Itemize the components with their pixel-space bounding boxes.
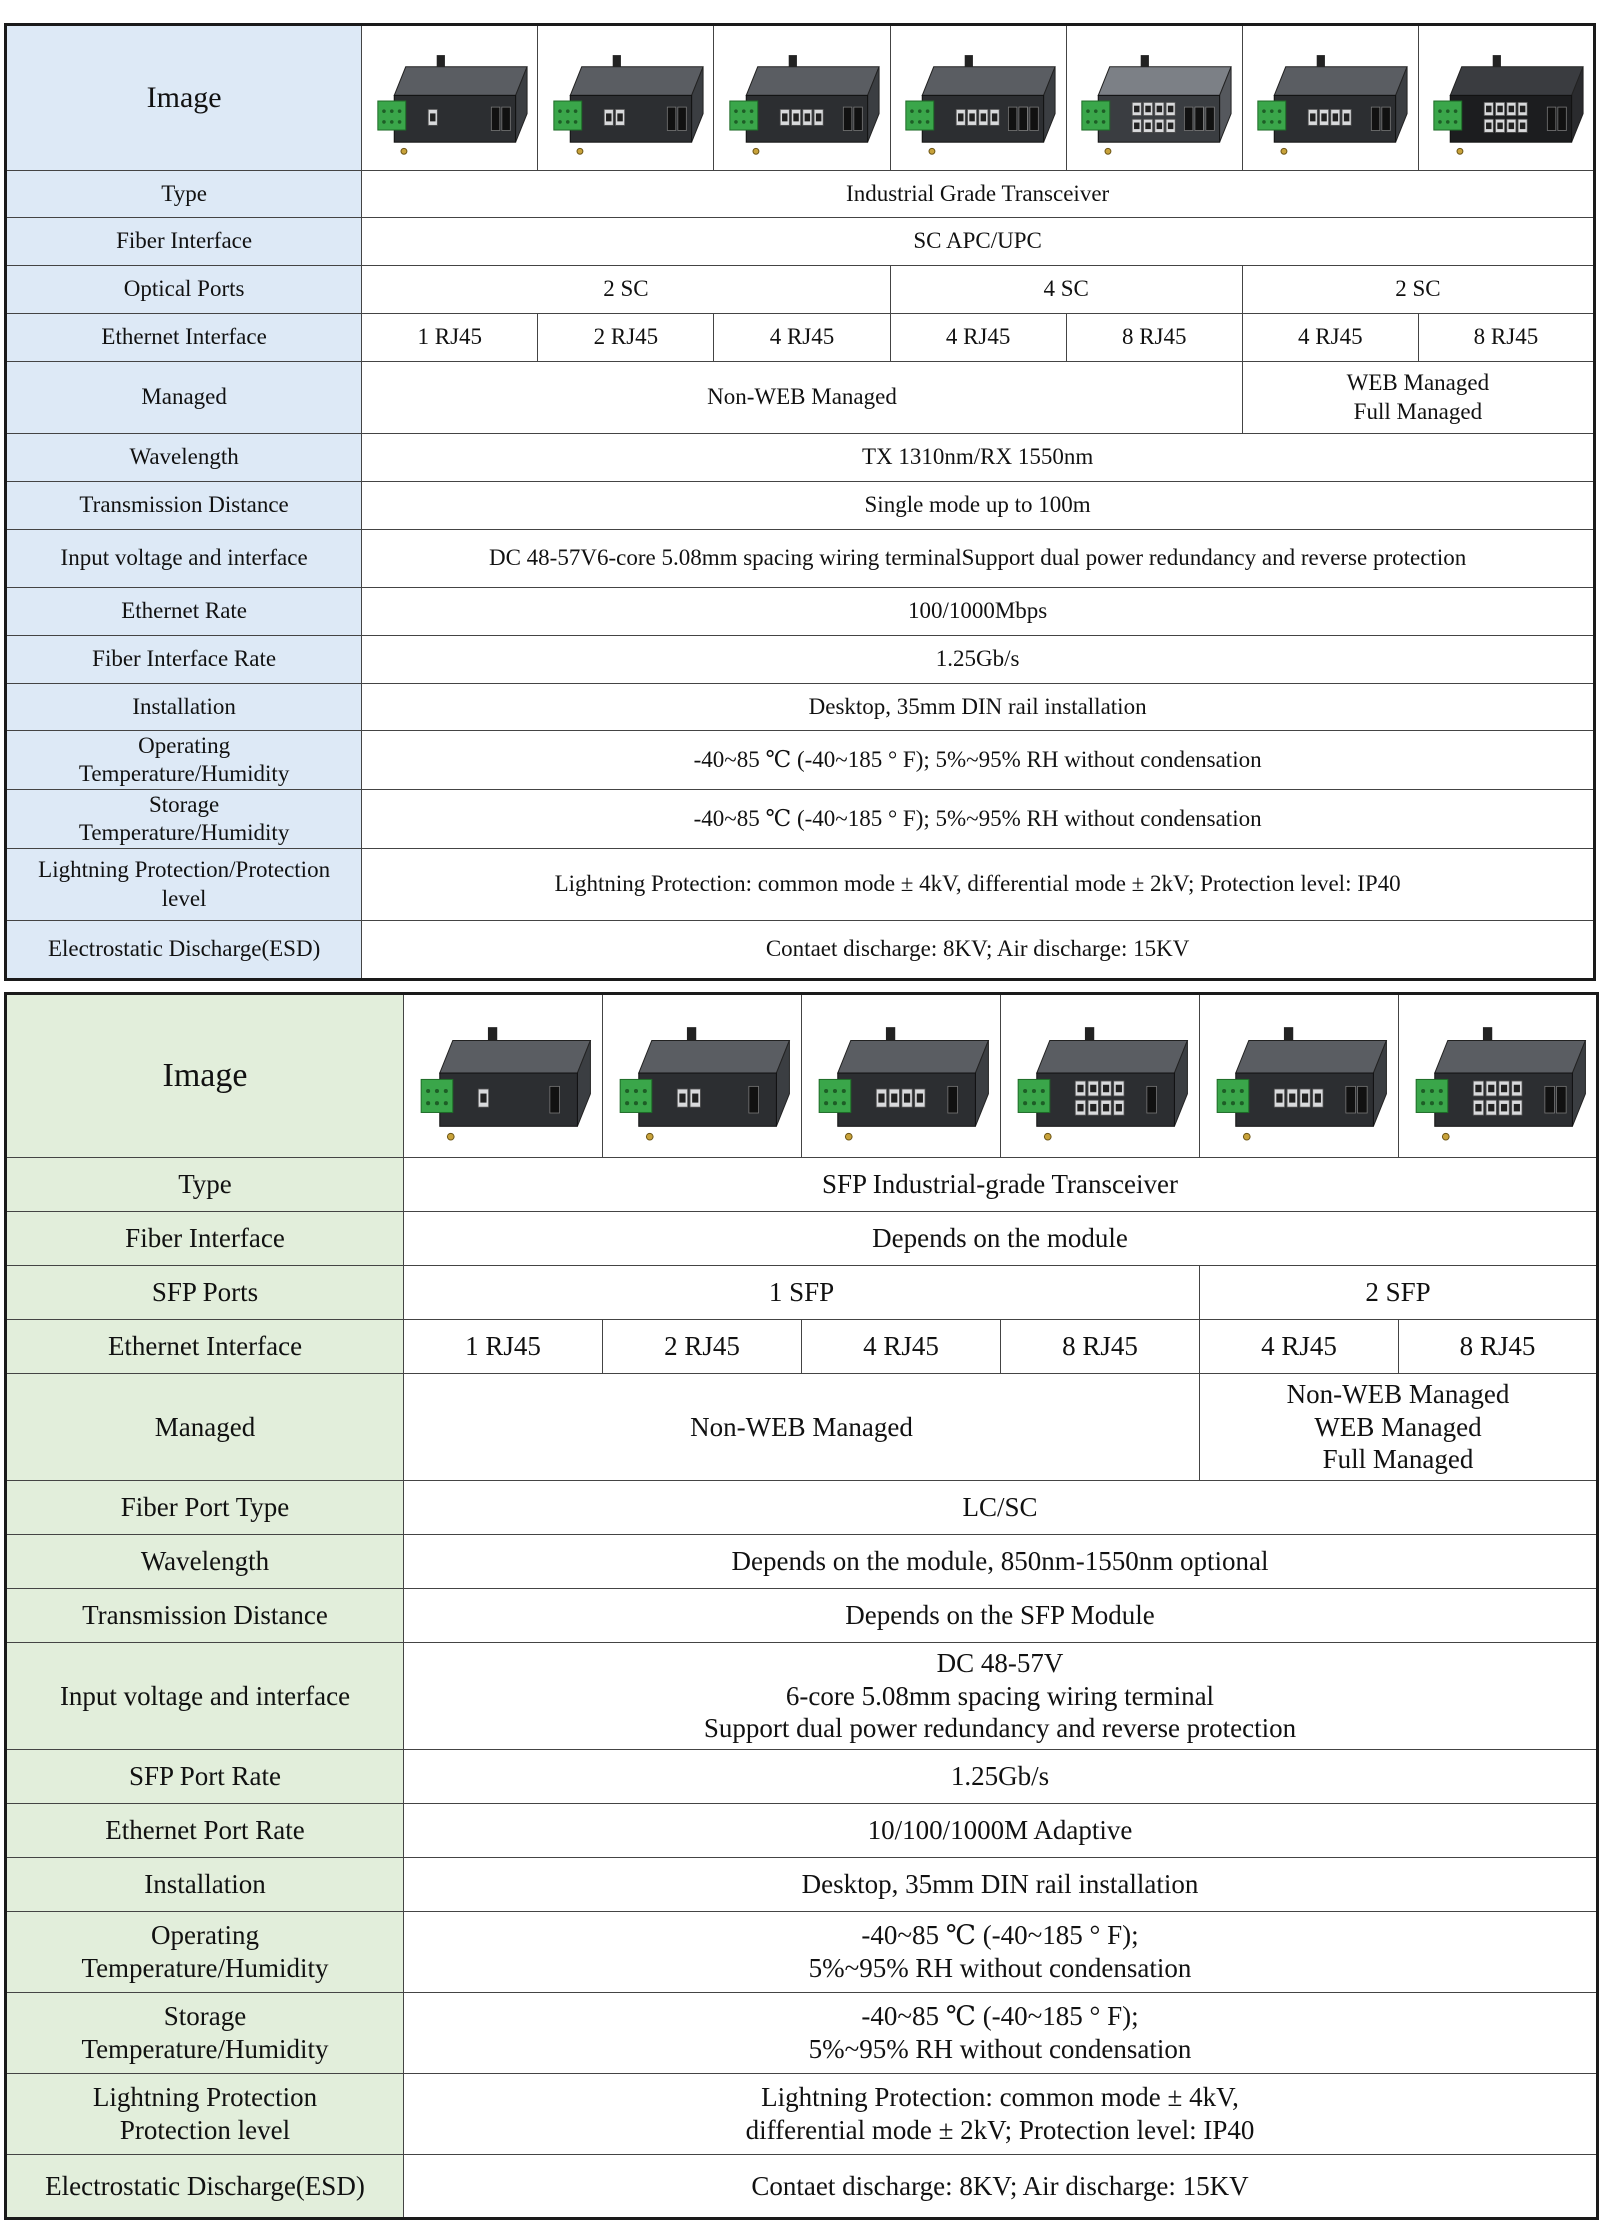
product-image-cell — [404, 994, 603, 1158]
ethernet-interface-row — [6, 314, 1595, 362]
transceiver-1rj45-2sc-icon — [368, 33, 532, 163]
ethernet-interface-value: 8 RJ45 — [1399, 1320, 1598, 1374]
product-image-cell — [1001, 994, 1200, 1158]
ethernet-interface-label: Ethernet Interface — [6, 314, 362, 362]
storage-temp-value: -40~85 ℃ (-40~185 ° F); 5%~95% RH without condensation — [404, 1993, 1598, 2074]
ethernet-interface-value: 1 RJ45 — [404, 1320, 603, 1374]
fiber-interface-value: SC APC/UPC — [362, 218, 1595, 266]
fiber-interface-row — [6, 218, 1595, 266]
optical-ports-value: 4 SC — [890, 266, 1242, 314]
esd-label: Electrostatic Discharge(ESD) — [6, 2155, 404, 2219]
ethernet-rate-label: Ethernet Rate — [6, 588, 362, 636]
ethernet-interface-value: 8 RJ45 — [1001, 1320, 1200, 1374]
sfp-ports-value: 1 SFP — [404, 1266, 1200, 1320]
installation-row — [6, 1858, 1598, 1912]
image-label: Image — [6, 25, 362, 171]
sfp-transceiver-2rj45-icon — [609, 1002, 795, 1150]
ethernet-interface-value: 4 RJ45 — [1200, 1320, 1399, 1374]
product-image-cell — [362, 25, 538, 171]
distance-label: Transmission Distance — [6, 1589, 404, 1643]
image-row — [6, 994, 1598, 1158]
ethernet-interface-label: Ethernet Interface — [6, 1320, 404, 1374]
storage-temp-label: Storage Temperature/Humidity — [6, 790, 362, 849]
fiber-rate-label: Fiber Interface Rate — [6, 636, 362, 684]
product-image-cell — [890, 25, 1066, 171]
installation-label: Installation — [6, 684, 362, 731]
type-row — [6, 1158, 1598, 1212]
image-label: Image — [6, 994, 404, 1158]
lightning-label: Lightning Protection/Protection level — [6, 849, 362, 921]
input-voltage-value: DC 48-57V 6-core 5.08mm spacing wiring terminal Support dual power redundancy and reverse protection — [404, 1643, 1598, 1750]
ethernet-rate-label: Ethernet Port Rate — [6, 1804, 404, 1858]
sfp-transceiver-1rj45-icon — [410, 1002, 596, 1150]
ethernet-interface-value: 1 RJ45 — [362, 314, 538, 362]
distance-row — [6, 1589, 1598, 1643]
ethernet-interface-value: 8 RJ45 — [1066, 314, 1242, 362]
product-image-cell — [1242, 25, 1418, 171]
fiber-port-type-row — [6, 1481, 1598, 1535]
esd-label: Electrostatic Discharge(ESD) — [6, 921, 362, 980]
lightning-value: Lightning Protection: common mode ± 4kV, differential mode ± 2kV; Protection level: IP40 — [404, 2074, 1598, 2155]
wavelength-label: Wavelength — [6, 434, 362, 482]
fiber-rate-value: 1.25Gb/s — [362, 636, 1595, 684]
sfp-rate-row — [6, 1750, 1598, 1804]
distance-value: Single mode up to 100m — [362, 482, 1595, 530]
wavelength-value: Depends on the module, 850nm-1550nm optional — [404, 1535, 1598, 1589]
ethernet-interface-value: 4 RJ45 — [1242, 314, 1418, 362]
wavelength-label: Wavelength — [6, 1535, 404, 1589]
transceiver-2rj45-2sc-icon — [544, 33, 708, 163]
optical-ports-row — [6, 266, 1595, 314]
distance-row — [6, 482, 1595, 530]
managed-value: Non-WEB Managed — [404, 1374, 1200, 1481]
product-image-cell — [603, 994, 802, 1158]
sfp-transceiver-8rj45-icon — [1007, 1002, 1193, 1150]
fiber-interface-row — [6, 1212, 1598, 1266]
installation-label: Installation — [6, 1858, 404, 1912]
transceiver-4rj45-2sc-icon — [720, 33, 884, 163]
transceiver-8rj45-4sc-icon — [1072, 33, 1236, 163]
lightning-row — [6, 2074, 1598, 2155]
sfp-transceiver-spec-table — [4, 992, 1599, 2220]
fiber-rate-row — [6, 636, 1595, 684]
ethernet-interface-value: 4 RJ45 — [890, 314, 1066, 362]
esd-value: Contaet discharge: 8KV; Air discharge: 15KV — [362, 921, 1595, 980]
operating-temp-label: Operating Temperature/Humidity — [6, 731, 362, 790]
industrial-transceiver-spec-table — [4, 23, 1596, 981]
input-voltage-row — [6, 1643, 1598, 1750]
wavelength-value: TX 1310nm/RX 1550nm — [362, 434, 1595, 482]
ethernet-interface-value: 4 RJ45 — [714, 314, 890, 362]
sfp-ports-row — [6, 1266, 1598, 1320]
type-row — [6, 171, 1595, 218]
transceiver-8rj45-2sc-managed-icon — [1424, 33, 1588, 163]
transceiver-4rj45-4sc-icon — [896, 33, 1060, 163]
sfp-ports-label: SFP Ports — [6, 1266, 404, 1320]
operating-temp-value: -40~85 ℃ (-40~185 ° F); 5%~95% RH without condensation — [362, 731, 1595, 790]
ethernet-interface-value: 2 RJ45 — [538, 314, 714, 362]
lightning-label: Lightning Protection Protection level — [6, 2074, 404, 2155]
fiber-port-type-label: Fiber Port Type — [6, 1481, 404, 1535]
storage-temp-row — [6, 790, 1595, 849]
storage-temp-label: Storage Temperature/Humidity — [6, 1993, 404, 2074]
ethernet-interface-value: 8 RJ45 — [1418, 314, 1594, 362]
sfp-rate-value: 1.25Gb/s — [404, 1750, 1598, 1804]
esd-row — [6, 921, 1595, 980]
sfp-transceiver-4rj45-icon — [808, 1002, 994, 1150]
product-image-cell — [1399, 994, 1598, 1158]
input-voltage-label: Input voltage and interface — [6, 530, 362, 588]
managed-value: Non-WEB Managed WEB Managed Full Managed — [1200, 1374, 1598, 1481]
storage-temp-value: -40~85 ℃ (-40~185 ° F); 5%~95% RH without condensation — [362, 790, 1595, 849]
distance-value: Depends on the SFP Module — [404, 1589, 1598, 1643]
operating-temp-label: Operating Temperature/Humidity — [6, 1912, 404, 1993]
storage-temp-row — [6, 1993, 1598, 2074]
wavelength-row — [6, 434, 1595, 482]
installation-value: Desktop, 35mm DIN rail installation — [404, 1858, 1598, 1912]
fiber-port-type-value: LC/SC — [404, 1481, 1598, 1535]
managed-value: Non-WEB Managed — [362, 362, 1243, 434]
optical-ports-value: 2 SC — [362, 266, 890, 314]
transceiver-4rj45-2sc-managed-icon — [1248, 33, 1412, 163]
type-label: Type — [6, 1158, 404, 1212]
input-voltage-row — [6, 530, 1595, 588]
ethernet-interface-value: 4 RJ45 — [802, 1320, 1001, 1374]
type-value: SFP Industrial-grade Transceiver — [404, 1158, 1598, 1212]
ethernet-interface-value: 2 RJ45 — [603, 1320, 802, 1374]
sfp-ports-value: 2 SFP — [1200, 1266, 1598, 1320]
sfp-rate-label: SFP Port Rate — [6, 1750, 404, 1804]
product-image-cell — [1066, 25, 1242, 171]
managed-label: Managed — [6, 362, 362, 434]
lightning-value: Lightning Protection: common mode ± 4kV, differential mode ± 2kV; Protection level: IP40 — [362, 849, 1595, 921]
product-image-cell — [714, 25, 890, 171]
product-image-cell — [538, 25, 714, 171]
product-image-cell — [1200, 994, 1399, 1158]
managed-value: WEB Managed Full Managed — [1242, 362, 1594, 434]
type-value: Industrial Grade Transceiver — [362, 171, 1595, 218]
installation-row — [6, 684, 1595, 731]
fiber-interface-label: Fiber Interface — [6, 218, 362, 266]
installation-value: Desktop, 35mm DIN rail installation — [362, 684, 1595, 731]
sfp-transceiver-8rj45-2sfp-icon — [1405, 1002, 1591, 1150]
operating-temp-value: -40~85 ℃ (-40~185 ° F); 5%~95% RH without condensation — [404, 1912, 1598, 1993]
esd-row — [6, 2155, 1598, 2219]
optical-ports-label: Optical Ports — [6, 266, 362, 314]
type-label: Type — [6, 171, 362, 218]
managed-label: Managed — [6, 1374, 404, 1481]
managed-row — [6, 362, 1595, 434]
ethernet-rate-row — [6, 588, 1595, 636]
managed-row — [6, 1374, 1598, 1481]
fiber-interface-value: Depends on the module — [404, 1212, 1598, 1266]
ethernet-interface-row — [6, 1320, 1598, 1374]
fiber-interface-label: Fiber Interface — [6, 1212, 404, 1266]
distance-label: Transmission Distance — [6, 482, 362, 530]
ethernet-rate-value: 10/100/1000M Adaptive — [404, 1804, 1598, 1858]
product-image-cell — [1418, 25, 1594, 171]
ethernet-rate-value: 100/1000Mbps — [362, 588, 1595, 636]
ethernet-rate-row — [6, 1804, 1598, 1858]
input-voltage-value: DC 48-57V6-core 5.08mm spacing wiring terminalSupport dual power redundancy and reverse protection — [362, 530, 1595, 588]
esd-value: Contaet discharge: 8KV; Air discharge: 15KV — [404, 2155, 1598, 2219]
image-row — [6, 25, 1595, 171]
lightning-row — [6, 849, 1595, 921]
operating-temp-row — [6, 731, 1595, 790]
wavelength-row — [6, 1535, 1598, 1589]
sfp-transceiver-4rj45-2sfp-icon — [1206, 1002, 1392, 1150]
input-voltage-label: Input voltage and interface — [6, 1643, 404, 1750]
optical-ports-value: 2 SC — [1242, 266, 1594, 314]
operating-temp-row — [6, 1912, 1598, 1993]
product-image-cell — [802, 994, 1001, 1158]
